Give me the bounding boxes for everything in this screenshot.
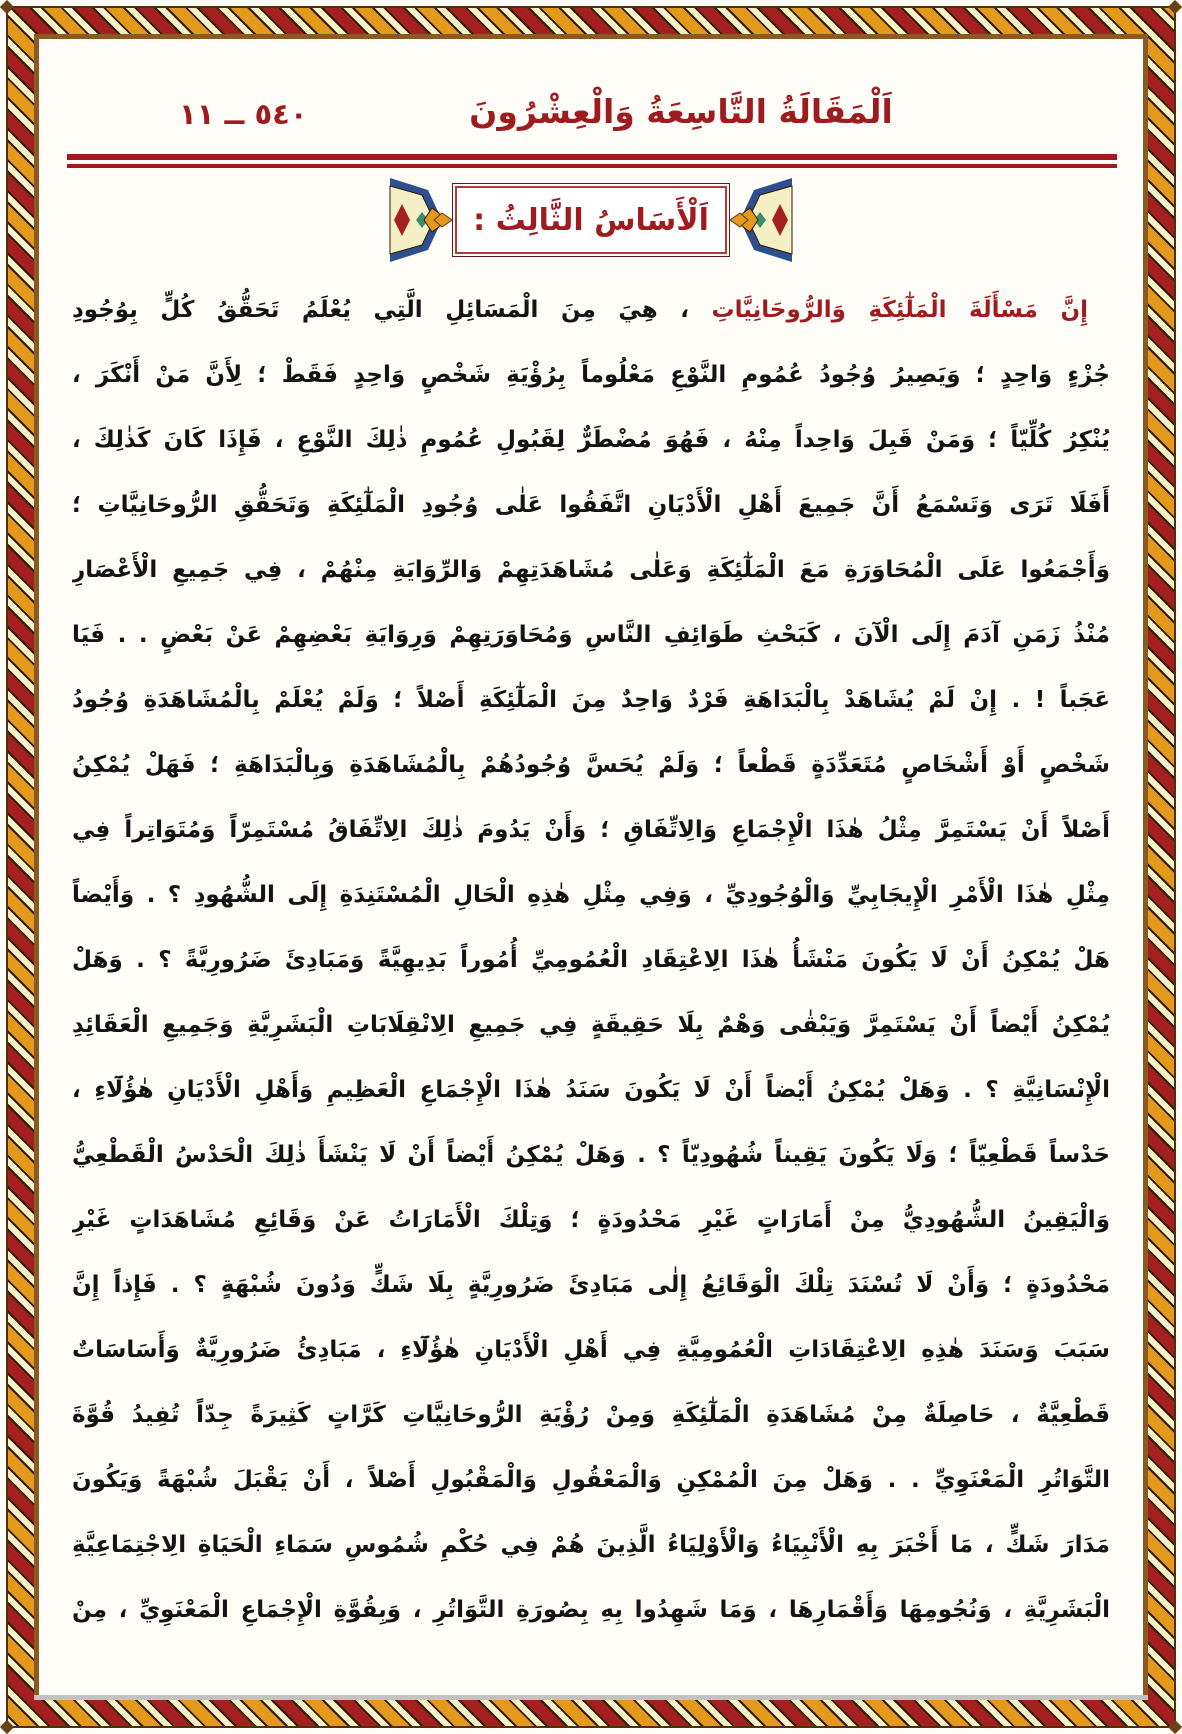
text-line: يُنْكِرُ كُلِّيّاً ؛ وَمَنْ قَبِلَ وَاحِداً مِنْهُ ، فَهُوَ مُضْطَرٌّ لِقَبُولِ عُمُومِ ذٰلِكَ النَّوْعِ ، فَإِذَا كَانَ كَذٰلِكَ ، xyxy=(72,427,1110,453)
corner-ornament-icon xyxy=(1168,1720,1182,1734)
section-heading-cartouche xyxy=(39,178,1143,262)
ornament-left-finial-icon xyxy=(388,178,452,262)
text-line: أَفَلَا تَرَى وَتَسْمَعُ أَنَّ جَمِيعَ أَهْلِ الْأَدْيَانِ اتَّفَقُوا عَلٰى وُجُودِ الْمَلٰٓئِكَةِ وَتَحَقُّقِ الرُّوحَانِيَّاتِ ؛ xyxy=(72,492,1110,518)
text-line: التَّوَاتُرِ الْمَعْنَوِيِّ . . وَهَلْ مِنَ الْمُمْكِنِ وَالْمَعْقُولِ وَالْمَقْبُولِ أَصْلاً ، أَنْ يَقْبَلَ شُبْهَةً وَيَكُونَ xyxy=(72,1467,1110,1493)
text-line: مُنْذُ زَمَنِ آدَمَ إِلَى الْآنَ ، كَبَحْثِ طَوَائِفِ النَّاسِ وَمُحَاوَرَتِهِمْ وَرِوَايَةِ بَعْضِهِمْ عَنْ بَعْضٍ . . فَيَا xyxy=(72,622,1110,648)
text-line: عَجَباً ! . إِنْ لَمْ يُشَاهَدْ بِالْبَدَاهَةِ فَرْدٌ وَاحِدٌ مِنَ الْمَلٰٓئِكَةِ أَصْلاً ؛ وَلَمْ يُعْلَمْ بِالْمُشَاهَدَةِ وُجُودُ xyxy=(72,687,1110,713)
text-line: الْبَشَرِيَّةِ ، وَنُجُومِهَا وَأَقْمَارِهَا ، وَمَا شَهِدُوا بِهِ بِصُورَةِ التَّوَاتُرِ ، وَبِقُوَّةِ الْإِجْمَاعِ الْمَعْنَوِيِّ ، مِنْ xyxy=(72,1597,1110,1623)
text-line: شَخْصٍ أَوْ أَشْخَاصٍ مُتَعَدِّدَةٍ قَطْعاً ؛ وَلَمْ يُحَسَّ وُجُودُهُمْ بِالْمُشَاهَدَةِ وَبِالْبَدَاهَةِ ؛ فَهَلْ يُمْكِنُ xyxy=(72,752,1110,778)
corner-ornament-icon xyxy=(1168,0,1182,14)
text-line: وَأَجْمَعُوا عَلَى الْمُحَاوَرَةِ مَعَ الْمَلٰٓئِكَةِ وَعَلٰى مُشَاهَدَتِهِمْ وَالرِّوَايَةِ مِنْهُمْ ، فِي جَمِيعِ الْأَعْصَارِ xyxy=(72,557,1110,583)
text-line: أَصْلاً أَنْ يَسْتَمِرَّ مِثْلُ هٰذَا الْإِجْمَاعِ وَالِاتِّفَاقِ ؛ وَأَنْ يَدُومَ ذٰلِكَ الِاتِّفَاقُ مُسْتَمِرّاً وَمُتَوَاتِراً فِي xyxy=(72,817,1110,843)
text-line: يُمْكِنُ أَيْضاً أَنْ يَسْتَمِرَّ وَيَبْقٰى وَهْمٌ بِلَا حَقِيقَةٍ فِي جَمِيعِ الِانْقِلَابَاتِ الْبَشَرِيَّةِ وَجَمِيعِ الْعَقَائِدِ xyxy=(72,1012,1110,1038)
corner-ornament-icon xyxy=(0,0,14,14)
text-line: وَالْيَقِينُ الشُّهُودِيُّ مِنْ أَمَارَاتٍ غَيْرِ مَحْدُودَةٍ ؛ وَتِلْكَ الْأَمَارَاتُ عَنْ وَقَائِعِ مُشَاهَدَاتٍ غَيْرِ xyxy=(72,1207,1110,1233)
section-heading: اَلْأَسَاسُ الثَّالِثُ : xyxy=(473,202,709,238)
treatise-title: اَلْمَقَالَةُ التَّاسِعَةُ وَالْعِشْرُونَ xyxy=(469,92,893,131)
ornament-right-finial-icon xyxy=(730,178,794,262)
text-line: حَدْساً قَطْعِيّاً ؛ وَلَا يَكُونَ يَقِيناً شُهُودِيّاً ؟ . وَهَلْ يُمْكِنُ أَيْضاً أَنْ لَا يَنْشَأَ ذٰلِكَ الْحَدْسُ الْقَطْعِيُّ xyxy=(72,1142,1110,1168)
text-line: مَدَارَ شَكٍّ ، مَا أَخْبَرَ بِهِ الْأَنْبِيَاءُ وَالْأَوْلِيَاءُ الَّذِينَ هُمْ فِي حُكْمِ شُمُوسِ سَمَاءِ الْحَيَاةِ الِاجْتِمَاعِيَّةِ xyxy=(72,1532,1110,1558)
line-continuation: ، هِيَ مِنَ الْمَسَائِلِ الَّتِي يُعْلَمُ تَحَقُّقُ كُلٍّ بِوُجُودِ xyxy=(72,297,712,323)
page-header xyxy=(39,84,1143,142)
corner-ornament-icon xyxy=(0,1720,14,1734)
text-line: سَبَبَ وَسَنَدَ هٰذِهِ الِاعْتِقَادَاتِ الْعُمُومِيَّةِ فِي أَهْلِ الْأَدْيَانِ هٰؤُلَٓاءِ ، مَبَادِئُ ضَرُورِيَّةٌ وَأَسَاسَاتٌ xyxy=(72,1337,1110,1363)
heading-panel-border xyxy=(455,186,727,254)
page-number-marker: ٥٤٠ ــ ١١ xyxy=(179,97,308,131)
heading-panel xyxy=(452,183,730,257)
page-content xyxy=(39,39,1143,1695)
text-line: مَحْدُودَةٍ ؛ وَأَنْ لَا تُسْنَدَ تِلْكَ الْوَقَائِعُ إِلٰى مَبَادِئَ ضَرُورِيَّةٍ بِلَا شَكٍّ وَدُونَ شُبْهَةٍ ؟ . فَإِذاً إِنَّ xyxy=(72,1272,1110,1298)
text-line: الْإِنْسَانِيَّةِ ؟ . وَهَلْ يُمْكِنُ أَيْضاً أَنْ لَا يَكُونَ سَنَدُ هٰذَا الْإِجْمَاعِ الْعَظِيمِ وَأَهْلِ الْأَدْيَانِ هٰؤُلَٓاءِ ، xyxy=(72,1077,1110,1103)
double-rule-divider xyxy=(67,154,1117,168)
text-line xyxy=(72,278,1110,343)
text-line: هَلْ يُمْكِنُ أَنْ لَا يَكُونَ مَنْشَأُ هٰذَا الِاعْتِقَادِ الْعُمُومِيِّ أُمُوراً بَدِيهِيَّةً وَمَبَادِئَ ضَرُورِيَّةً ؟ . وَهَلْ xyxy=(72,947,1110,973)
bottom-gray-line xyxy=(34,1695,1148,1700)
text-line: مِثْلِ هٰذَا الْأَمْرِ الْإِيجَابِيِّ وَالْوُجُودِيِّ ، وَفِي مِثْلِ هٰذِهِ الْحَالِ الْمُسْتَنِدَةِ إِلَى الشُّهُودِ ؟ . وَأَيْضاً xyxy=(72,882,1110,908)
lead-phrase-red: إِنَّ مَسْأَلَةَ الْمَلٰٓئِكَةِ وَالرُّوحَانِيَّاتِ xyxy=(711,297,1088,323)
text-line: جُزْءٍ وَاحِدٍ ؛ وَيَصِيرُ وُجُودُ عُمُومِ النَّوْعِ مَعْلُوماً بِرُؤْيَةِ شَخْصٍ وَاحِدٍ فَقَطْ ؛ لِأَنَّ مَنْ أَنْكَرَ ، xyxy=(72,362,1110,388)
text-line: قَطْعِيَّةٌ ، حَاصِلَةٌ مِنْ مُشَاهَدَةِ الْمَلٰٓئِكَةِ وَمِنْ رُؤْيَةِ الرُّوحَانِيَّاتِ كَرَّاتٍ كَثِيرَةً جِدّاً تُفِيدُ قُوَّةَ xyxy=(72,1402,1110,1428)
body-text xyxy=(72,278,1110,1643)
